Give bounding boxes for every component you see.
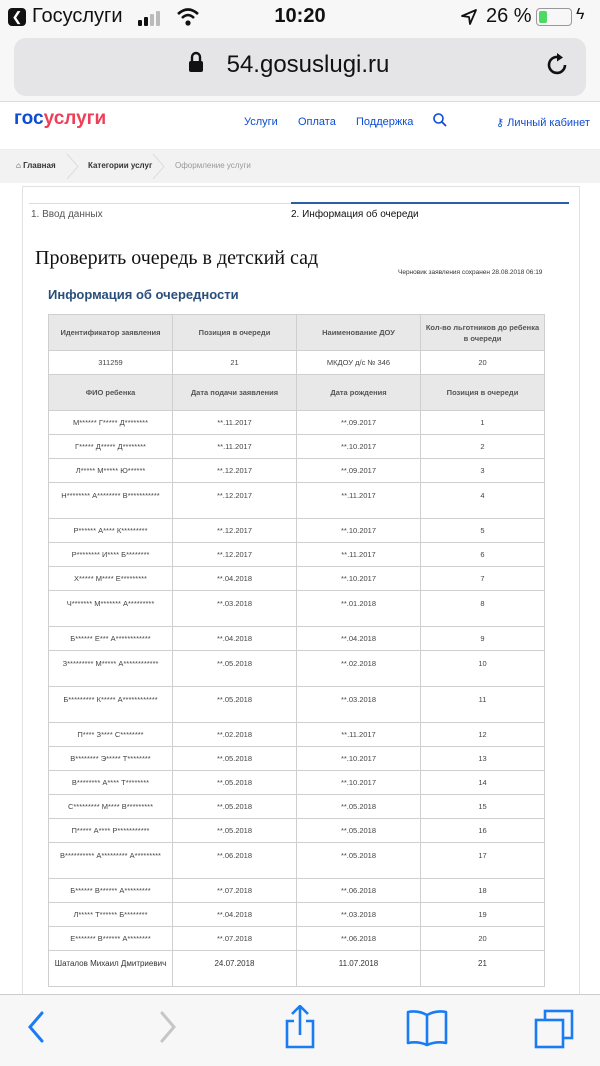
personal-cabinet-link[interactable] — [496, 116, 590, 129]
position: 20 — [421, 927, 545, 951]
submission-date: **.06.2018 — [173, 843, 297, 879]
position: 12 — [421, 723, 545, 747]
position: 6 — [421, 543, 545, 567]
table-row — [49, 843, 545, 879]
child-name: В******** А**** Т******** — [49, 771, 173, 795]
birth-date: **.10.2017 — [297, 435, 421, 459]
position: 5 — [421, 519, 545, 543]
birth-date: **.11.2017 — [297, 483, 421, 519]
birth-date: **.10.2017 — [297, 567, 421, 591]
logo-part-blue: гос — [14, 108, 44, 129]
birth-date: **.09.2017 — [297, 411, 421, 435]
child-name: З********* М***** А************ — [49, 651, 173, 687]
birth-date: 11.07.2018 — [297, 951, 421, 987]
back-to-app-icon[interactable]: ❮ — [8, 8, 26, 26]
child-name: П**** З**** С******** — [49, 723, 173, 747]
birth-date: **.01.2018 — [297, 591, 421, 627]
table-row — [49, 459, 545, 483]
share-icon[interactable] — [284, 1005, 316, 1049]
clock: 10:20 — [274, 5, 326, 27]
table-row — [49, 879, 545, 903]
header-application-id: Идентификатор заявления — [49, 315, 173, 351]
table-row — [49, 519, 545, 543]
privileged-count: 20 — [421, 351, 545, 375]
position: 19 — [421, 903, 545, 927]
service-card — [22, 186, 580, 1066]
child-name: В******** Э***** Т******** — [49, 747, 173, 771]
child-name: Л***** Т****** Б******** — [49, 903, 173, 927]
header-kindergarten-name: Наименование ДОУ — [297, 315, 421, 351]
summary-row — [49, 351, 545, 375]
table-row — [49, 543, 545, 567]
table-row — [49, 723, 545, 747]
child-name: С********* М**** В********* — [49, 795, 173, 819]
birth-date: **.06.2018 — [297, 927, 421, 951]
step-1-line — [29, 203, 291, 204]
header-birth-date: Дата рождения — [297, 375, 421, 411]
page-title: Проверить очередь в детский сад — [35, 247, 319, 269]
battery-icon — [536, 8, 572, 26]
position: 10 — [421, 651, 545, 687]
browser-toolbar — [0, 994, 600, 1066]
forward-icon[interactable] — [156, 1009, 180, 1045]
table-row — [49, 435, 545, 459]
birth-date: **.02.2018 — [297, 651, 421, 687]
child-name: Р****** А**** К********* — [49, 519, 173, 543]
child-name: Е******* В****** А******** — [49, 927, 173, 951]
position: 3 — [421, 459, 545, 483]
breadcrumb-current: Оформление услуги — [175, 161, 251, 170]
birth-date: **.05.2018 — [297, 843, 421, 879]
birth-date: **.05.2018 — [297, 819, 421, 843]
table-row — [49, 483, 545, 519]
birth-date: **.10.2017 — [297, 519, 421, 543]
position: 13 — [421, 747, 545, 771]
submission-date: **.05.2018 — [173, 651, 297, 687]
submission-date: **.12.2017 — [173, 519, 297, 543]
table-row — [49, 819, 545, 843]
table-row — [49, 591, 545, 627]
child-name: Б********* К***** А************ — [49, 687, 173, 723]
key-icon: ⚷ — [496, 117, 505, 129]
queue-header-row — [49, 375, 545, 411]
battery-percent: 26 % — [486, 5, 532, 27]
nav-services[interactable]: Услуги — [244, 116, 278, 128]
submission-date: **.12.2017 — [173, 483, 297, 519]
table-row — [49, 771, 545, 795]
site-header — [0, 104, 600, 150]
table-row — [49, 411, 545, 435]
position: 9 — [421, 627, 545, 651]
submission-date: **.02.2018 — [173, 723, 297, 747]
table-row — [49, 651, 545, 687]
submission-date: 24.07.2018 — [173, 951, 297, 987]
nav-payment[interactable]: Оплата — [298, 116, 336, 128]
personal-cabinet-label: Личный кабинет — [507, 117, 590, 129]
logo-part-red: услуги — [43, 108, 107, 129]
child-name: Н******** А******** В*********** — [49, 483, 173, 519]
submission-date: **.12.2017 — [173, 543, 297, 567]
table-row — [49, 627, 545, 651]
header-submission-date: Дата подачи заявления — [173, 375, 297, 411]
queue-position: 21 — [173, 351, 297, 375]
position: 15 — [421, 795, 545, 819]
url-text[interactable]: 54.gosuslugi.ru — [226, 51, 390, 78]
table-row — [49, 795, 545, 819]
breadcrumb-home[interactable] — [16, 161, 56, 170]
header-child-name: ФИО ребенка — [49, 375, 173, 411]
birth-date: **.10.2017 — [297, 771, 421, 795]
table-row — [49, 903, 545, 927]
table-row — [49, 747, 545, 771]
search-icon[interactable] — [432, 112, 448, 128]
step-2-line — [291, 202, 569, 204]
header-position: Позиция в очереди — [421, 375, 545, 411]
battery-level — [539, 11, 547, 23]
position: 2 — [421, 435, 545, 459]
back-icon[interactable] — [24, 1009, 48, 1045]
table-row — [49, 951, 545, 987]
birth-date: **.11.2017 — [297, 723, 421, 747]
breadcrumb-categories[interactable]: Категории услуг — [88, 161, 153, 170]
charging-bolt-icon: ϟ — [576, 6, 585, 23]
submission-date: **.07.2018 — [173, 879, 297, 903]
table-row — [49, 687, 545, 723]
gosuslugi-logo[interactable] — [14, 108, 106, 130]
draft-saved-note: Черновик заявления сохранен 28.08.2018 06:19 — [398, 269, 543, 276]
kindergarten-name: МКДОУ д/с № 346 — [297, 351, 421, 375]
browser-address-area — [0, 34, 600, 102]
submission-date: **.05.2018 — [173, 819, 297, 843]
submission-date: **.04.2018 — [173, 627, 297, 651]
submission-date: **.04.2018 — [173, 567, 297, 591]
status-bar — [0, 0, 600, 34]
birth-date: **.03.2018 — [297, 687, 421, 723]
submission-date: **.04.2018 — [173, 903, 297, 927]
step-queue-info: 2. Информация об очереди — [291, 209, 419, 220]
breadcrumb-separator-icon — [66, 154, 80, 179]
submission-date: **.11.2017 — [173, 411, 297, 435]
submission-date: **.12.2017 — [173, 459, 297, 483]
position: 7 — [421, 567, 545, 591]
birth-date: **.09.2017 — [297, 459, 421, 483]
child-name: П***** А**** Р*********** — [49, 819, 173, 843]
child-name: Л***** М***** Ю****** — [49, 459, 173, 483]
position: 14 — [421, 771, 545, 795]
back-to-app-label[interactable]: Госуслуги — [32, 5, 123, 27]
position: 18 — [421, 879, 545, 903]
birth-date: **.03.2018 — [297, 903, 421, 927]
home-icon: ⌂ — [16, 161, 21, 170]
birth-date: **.10.2017 — [297, 747, 421, 771]
position: 17 — [421, 843, 545, 879]
location-arrow-icon — [460, 8, 478, 26]
child-name: Х***** М**** Е********* — [49, 567, 173, 591]
position: 8 — [421, 591, 545, 627]
submission-date: **.05.2018 — [173, 795, 297, 819]
reload-icon[interactable] — [544, 52, 570, 78]
position: 1 — [421, 411, 545, 435]
breadcrumb — [0, 150, 600, 183]
header-queue-position: Позиция в очереди — [173, 315, 297, 351]
birth-date: **.05.2018 — [297, 795, 421, 819]
submission-date: **.07.2018 — [173, 927, 297, 951]
birth-date: **.11.2017 — [297, 543, 421, 567]
position: 4 — [421, 483, 545, 519]
submission-date: **.05.2018 — [173, 747, 297, 771]
bookmarks-icon[interactable] — [406, 1009, 448, 1047]
child-name: Р******** И**** Б******** — [49, 543, 173, 567]
section-title: Информация об очередности — [48, 287, 239, 302]
table-row — [49, 927, 545, 951]
child-name: М****** Г***** Д******** — [49, 411, 173, 435]
header-privileged-count: Кол-во льготников до ребенка в очереди — [421, 315, 545, 351]
birth-date: **.06.2018 — [297, 879, 421, 903]
queue-table — [48, 314, 545, 987]
child-name: Г***** Д***** Д******** — [49, 435, 173, 459]
application-id: 311259 — [49, 351, 173, 375]
submission-date: **.03.2018 — [173, 591, 297, 627]
submission-date: **.05.2018 — [173, 687, 297, 723]
position: 21 — [421, 951, 545, 987]
child-name: Ч******* М******* А********* — [49, 591, 173, 627]
position: 16 — [421, 819, 545, 843]
step-input-data[interactable]: 1. Ввод данных — [31, 209, 103, 220]
position: 11 — [421, 687, 545, 723]
submission-date: **.05.2018 — [173, 771, 297, 795]
child-name: Шаталов Михаил Дмитриевич — [49, 951, 173, 987]
nav-support[interactable]: Поддержка — [356, 116, 414, 128]
birth-date: **.04.2018 — [297, 627, 421, 651]
submission-date: **.11.2017 — [173, 435, 297, 459]
breadcrumb-separator-icon — [152, 154, 166, 179]
tabs-icon[interactable] — [534, 1009, 574, 1049]
child-name: Б****** Е*** А************ — [49, 627, 173, 651]
child-name: Б****** В****** А********* — [49, 879, 173, 903]
table-row — [49, 567, 545, 591]
child-name: В********** А********* А********* — [49, 843, 173, 879]
breadcrumb-home-label: Главная — [23, 161, 56, 170]
summary-header-row — [49, 315, 545, 351]
